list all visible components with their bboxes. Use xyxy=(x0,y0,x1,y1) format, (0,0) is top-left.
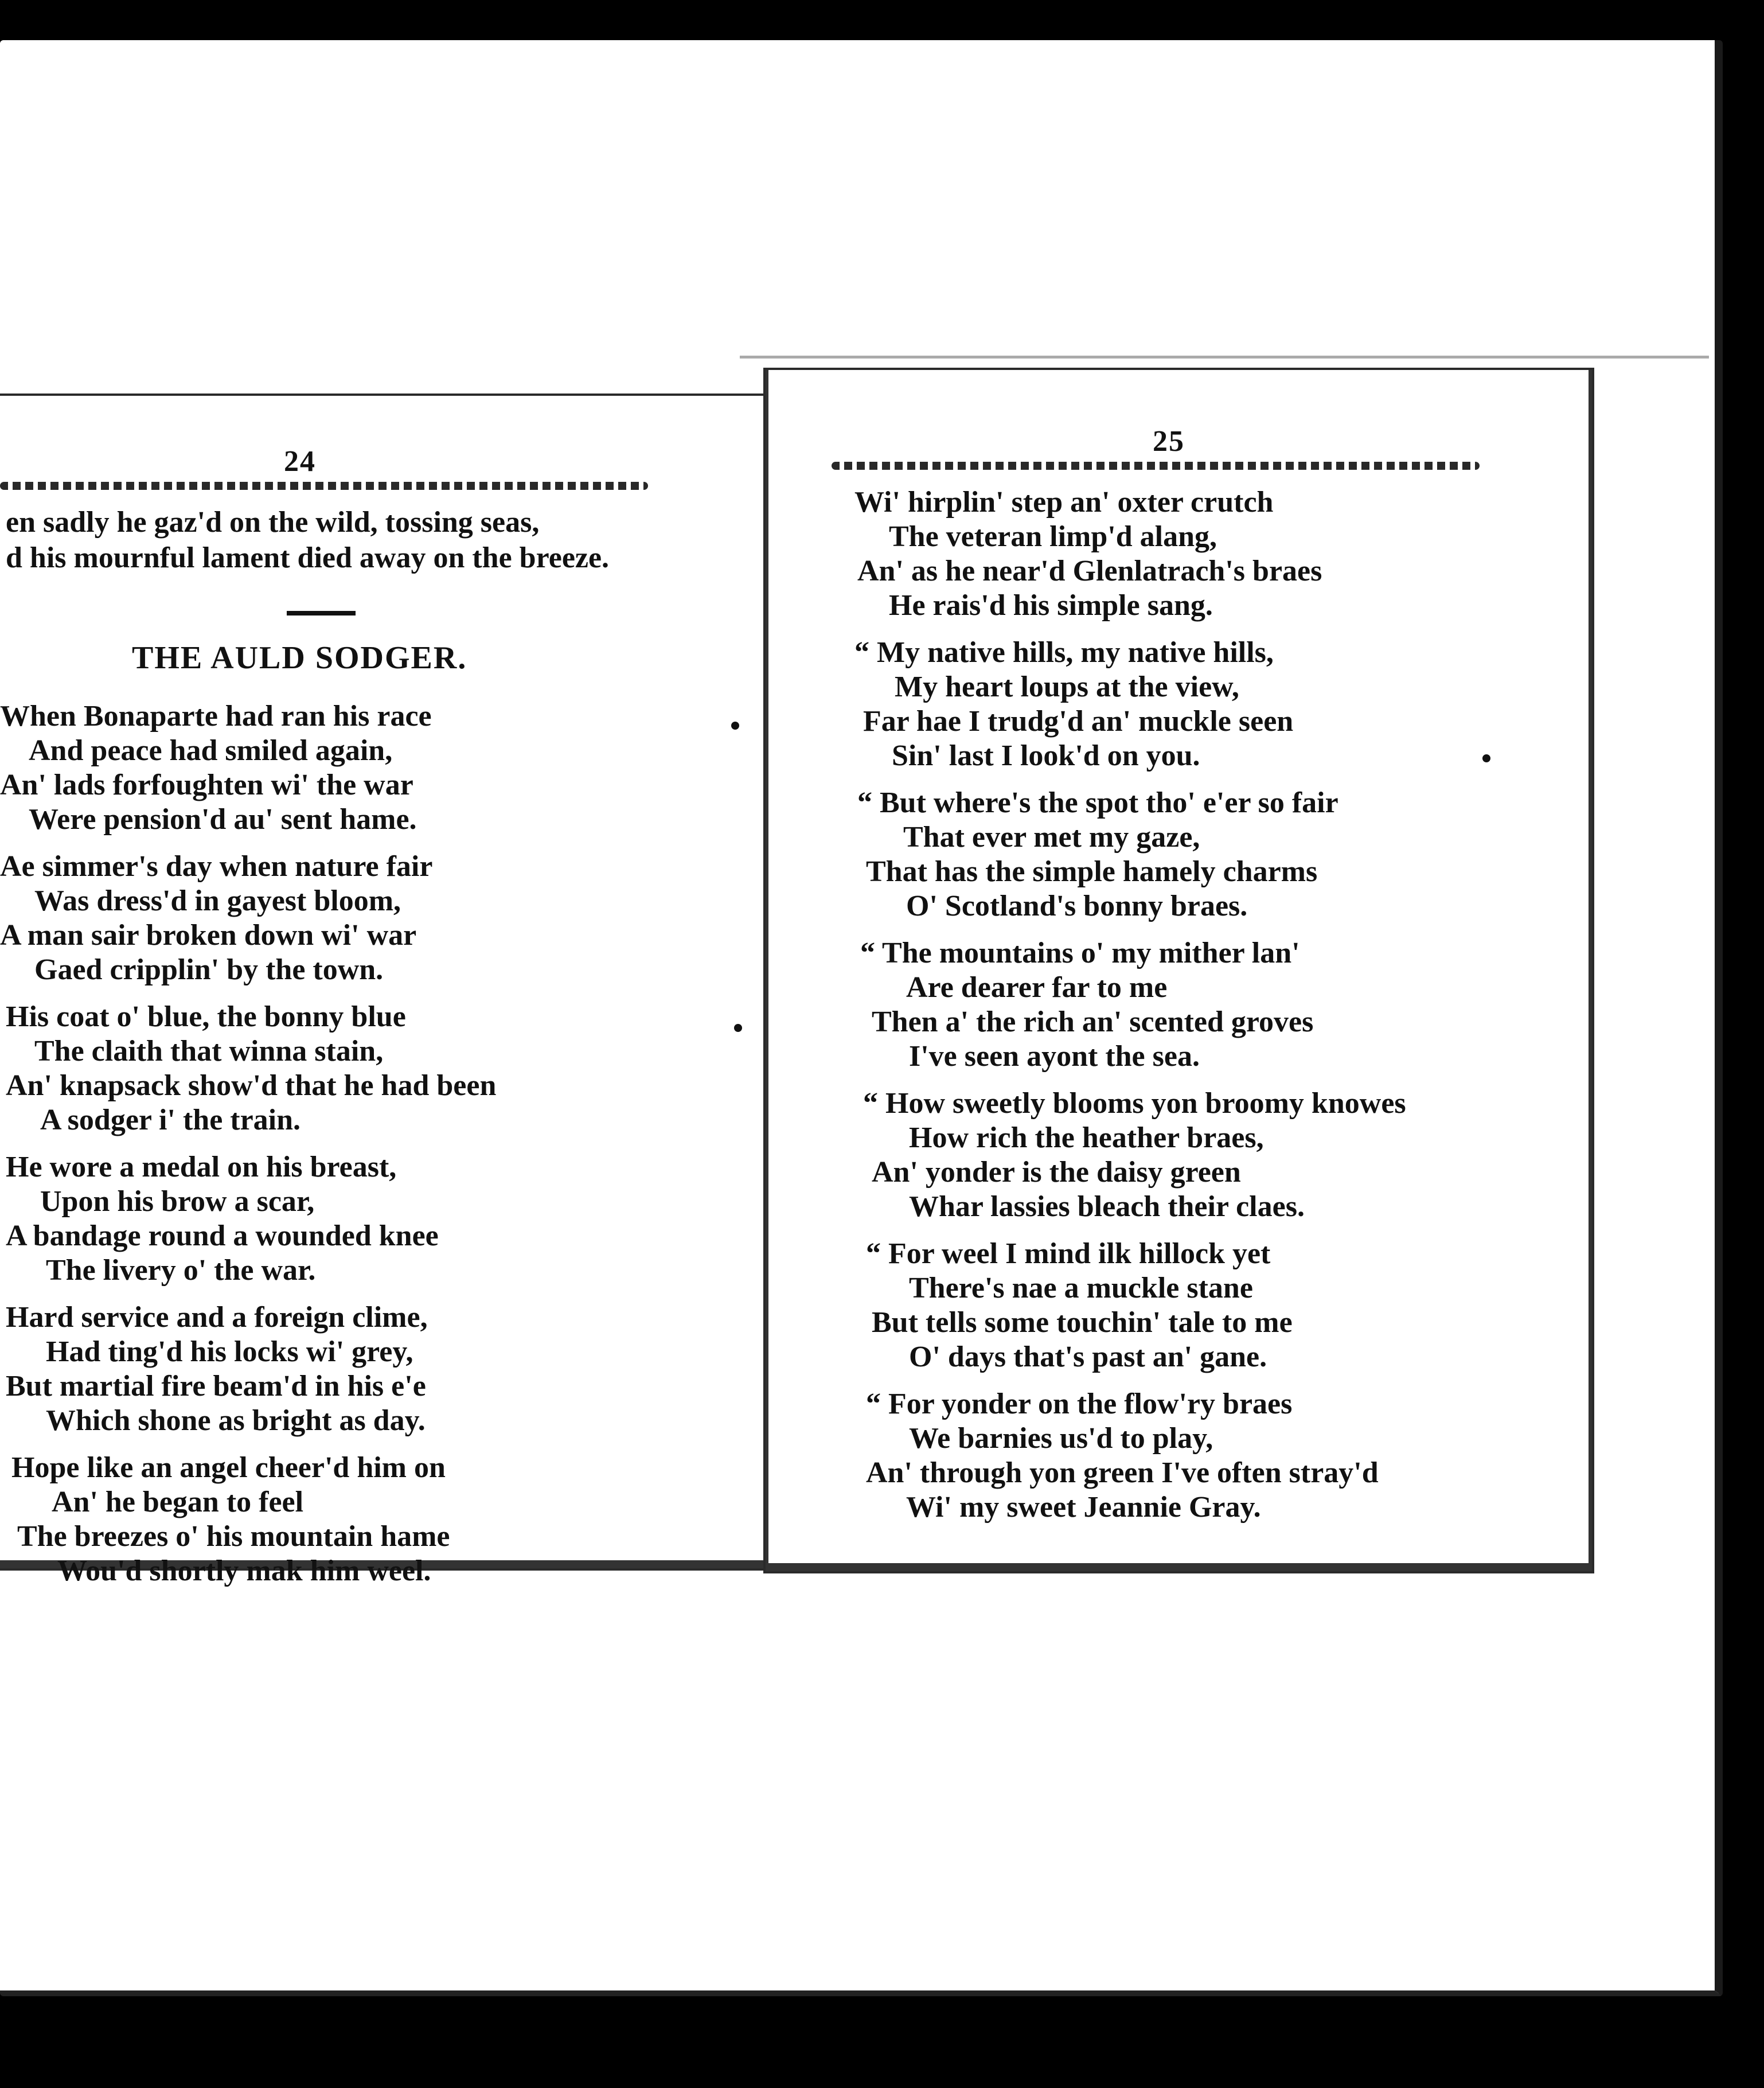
poem-line: He rais'd his simple sang. xyxy=(889,589,1213,622)
poem-line: en sadly he gaz'd on the wild, tossing seas, xyxy=(6,506,540,539)
poem-line: How rich the heather braes, xyxy=(909,1121,1264,1154)
poem-line: Gaed cripplin' by the town. xyxy=(34,953,384,986)
poem-line: But martial fire beam'd in his e'e xyxy=(6,1370,426,1403)
poem-line: Which shone as bright as day. xyxy=(46,1404,426,1437)
poem-title: THE AULD SODGER. xyxy=(132,640,467,676)
scan-speck xyxy=(734,1024,742,1032)
poem-line: My heart loups at the view, xyxy=(895,671,1239,703)
poem-line: That has the simple hamely charms xyxy=(866,855,1318,888)
poem-line: The livery o' the war. xyxy=(46,1254,316,1287)
poem-line: Wi' hirplin' step an' oxter crutch xyxy=(854,486,1274,519)
poem-line: “ But where's the spot tho' e'er so fair xyxy=(857,786,1338,819)
scan-speck xyxy=(731,722,739,730)
poem-line: “ For weel I mind ilk hillock yet xyxy=(866,1237,1271,1270)
poem-line: An' he began to feel xyxy=(52,1486,304,1518)
poem-line: But tells some touchin' tale to me xyxy=(872,1306,1293,1339)
poem-line: “ My native hills, my native hills, xyxy=(854,636,1274,669)
page-number: 25 xyxy=(1153,425,1185,458)
poem-line: An' through yon green I've often stray'd xyxy=(866,1456,1379,1489)
ornamental-rule xyxy=(0,482,648,490)
poem-line: And peace had smiled again, xyxy=(29,734,393,767)
poem-line: The breezes o' his mountain hame xyxy=(17,1520,450,1553)
poem-line: O' days that's past an' gane. xyxy=(909,1341,1267,1373)
scan-speck xyxy=(1482,754,1490,762)
poem-line: Was dress'd in gayest bloom, xyxy=(34,885,401,917)
poem-line: He wore a medal on his breast, xyxy=(6,1151,397,1183)
poem-line: Wi' my sweet Jeannie Gray. xyxy=(906,1491,1261,1524)
poem-line: A sodger i' the train. xyxy=(40,1104,301,1136)
right-page xyxy=(766,370,1592,1571)
poem-line: Wou'd shortly mak him weel. xyxy=(57,1555,431,1587)
page-number: 24 xyxy=(284,445,316,478)
poem-line: His coat o' blue, the bonny blue xyxy=(6,1000,406,1033)
poem-line: Ae simmer's day when nature fair xyxy=(0,850,433,883)
ornamental-rule xyxy=(832,462,1480,470)
poem-line: An' yonder is the daisy green xyxy=(872,1156,1241,1189)
poem-line: Sin' last I look'd on you. xyxy=(892,739,1200,772)
poem-line: “ For yonder on the flow'ry braes xyxy=(866,1388,1293,1420)
poem-line: A man sair broken down wi' war xyxy=(0,919,417,952)
poem-line: Upon his brow a scar, xyxy=(40,1185,315,1218)
poem-line: Then a' the rich an' scented groves xyxy=(872,1006,1314,1038)
poem-line: O' Scotland's bonny braes. xyxy=(906,890,1248,922)
poem-line: We barnies us'd to play, xyxy=(909,1422,1213,1455)
poem-line: I've seen ayont the sea. xyxy=(909,1040,1200,1073)
poem-line: “ The mountains o' my mither lan' xyxy=(860,937,1300,969)
poem-line: Had ting'd his locks wi' grey, xyxy=(46,1335,413,1368)
poem-line: Hard service and a foreign clime, xyxy=(6,1301,428,1334)
poem-line: When Bonaparte had ran his race xyxy=(0,700,432,733)
section-divider xyxy=(287,611,356,616)
poem-line: “ How sweetly blooms yon broomy knowes xyxy=(863,1087,1406,1120)
poem-line: The claith that winna stain, xyxy=(34,1035,384,1068)
poem-line: The veteran limp'd alang, xyxy=(889,520,1217,553)
poem-line: That ever met my gaze, xyxy=(903,821,1200,854)
poem-line: Are dearer far to me xyxy=(906,971,1168,1004)
poem-line: Were pension'd au' sent hame. xyxy=(29,803,417,836)
poem-line: d his mournful lament died away on the breeze. xyxy=(6,542,610,574)
poem-line: An' lads forfoughten wi' the war xyxy=(0,769,413,801)
poem-line: There's nae a muckle stane xyxy=(909,1272,1253,1304)
poem-line: A bandage round a wounded knee xyxy=(6,1220,439,1252)
poem-line: Whar lassies bleach their claes. xyxy=(909,1190,1305,1223)
poem-line: An' knapsack show'd that he had been xyxy=(6,1069,497,1102)
poem-line: Far hae I trudg'd an' muckle seen xyxy=(863,705,1294,738)
left-page xyxy=(0,396,774,1587)
poem-line: Hope like an angel cheer'd him on xyxy=(11,1451,446,1484)
poem-line: An' as he near'd Glenlatrach's braes xyxy=(857,555,1322,587)
